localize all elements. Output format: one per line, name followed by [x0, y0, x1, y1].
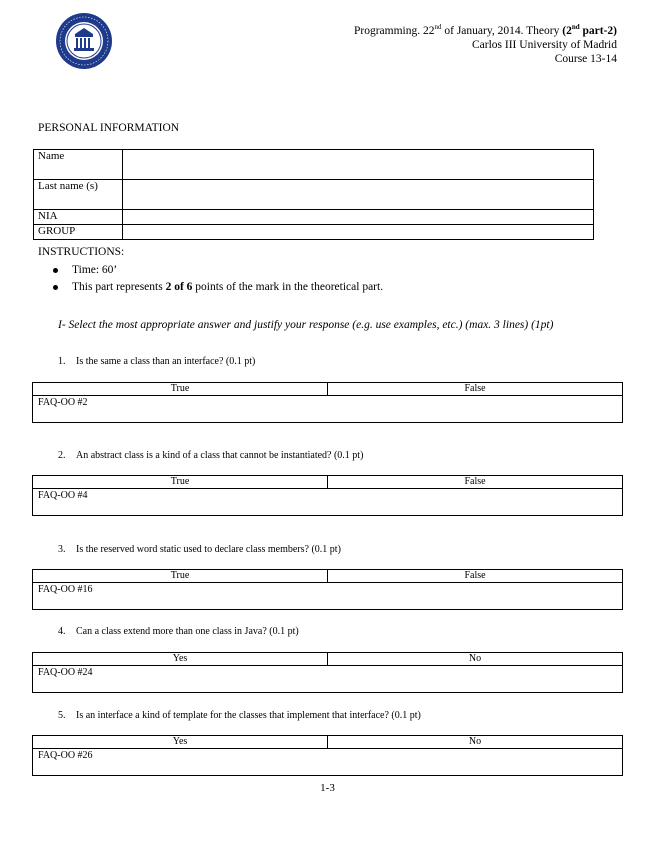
question-3: 3. Is the reserved word static used to declare class members? (0.1 pt) — [58, 544, 341, 555]
answer-table-5 — [32, 735, 623, 776]
group-field[interactable] — [123, 225, 594, 240]
page-number: 1-3 — [320, 782, 335, 794]
header-line-3: Course 13-14 — [554, 53, 617, 65]
instruction-time: Time: 60’ — [52, 262, 383, 279]
option-true[interactable]: True — [33, 570, 328, 583]
option-false[interactable]: False — [328, 570, 623, 583]
option-yes[interactable]: Yes — [33, 653, 328, 666]
name-label: Name — [34, 150, 123, 180]
instructions-title: INSTRUCTIONS: — [38, 246, 125, 258]
question-4: 4. Can a class extend more than one class in Java? (0.1 pt) — [58, 626, 299, 637]
option-false[interactable]: False — [328, 383, 623, 396]
answer-field[interactable]: FAQ-OO #2 — [33, 396, 623, 423]
personal-info-table — [33, 149, 594, 240]
nia-field[interactable] — [123, 210, 594, 225]
instructions-list — [52, 262, 383, 296]
answer-table-1 — [32, 382, 623, 423]
option-true[interactable]: True — [33, 383, 328, 396]
name-field[interactable] — [123, 150, 594, 180]
section-title: I- Select the most appropriate answer and justify your response (e.g. use examples, etc.) (max. 3 lines) (1pt) — [58, 319, 554, 331]
header-line-2: Carlos III University of Madrid — [472, 39, 617, 51]
option-true[interactable]: True — [33, 476, 328, 489]
option-yes[interactable]: Yes — [33, 736, 328, 749]
question-1: 1. Is the same a class than an interface? (0.1 pt) — [58, 356, 256, 367]
instruction-points: This part represents 2 of 6 points of the mark in the theoretical part. — [52, 279, 383, 296]
university-seal-logo — [55, 12, 113, 70]
option-false[interactable]: False — [328, 476, 623, 489]
option-no[interactable]: No — [328, 736, 623, 749]
answer-table-2 — [32, 475, 623, 516]
answer-field[interactable]: FAQ-OO #24 — [33, 666, 623, 693]
answer-field[interactable]: FAQ-OO #4 — [33, 489, 623, 516]
answer-field[interactable]: FAQ-OO #16 — [33, 583, 623, 610]
personal-info-title: PERSONAL INFORMATION — [38, 122, 180, 134]
option-no[interactable]: No — [328, 653, 623, 666]
answer-field[interactable]: FAQ-OO #26 — [33, 749, 623, 776]
question-5: 5. Is an interface a kind of template for the classes that implement that interface? (0.1 pt) — [58, 710, 421, 721]
header-line-1: Programming. 22nd of January, 2014. Theory (2nd part-2) — [354, 23, 617, 37]
group-label: GROUP — [34, 225, 123, 240]
last-name-label: Last name (s) — [34, 180, 123, 210]
nia-label: NIA — [34, 210, 123, 225]
question-2: 2. An abstract class is a kind of a class that cannot be instantiated? (0.1 pt) — [58, 450, 364, 461]
last-name-field[interactable] — [123, 180, 594, 210]
answer-table-3 — [32, 569, 623, 610]
answer-table-4 — [32, 652, 623, 693]
